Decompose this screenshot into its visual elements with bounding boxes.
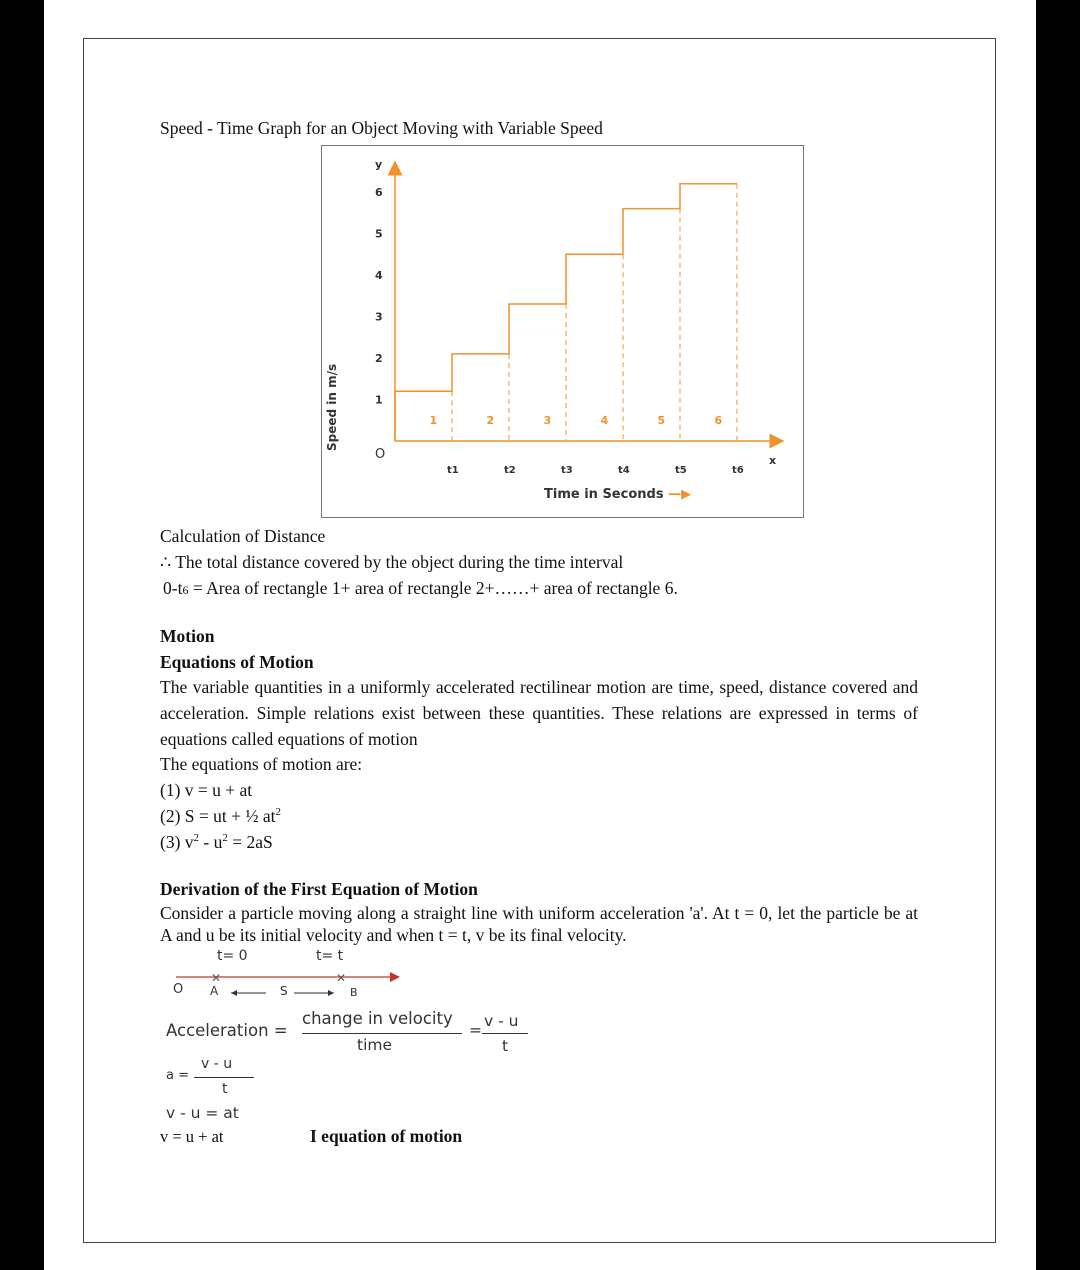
label-t-zero: t= 0 [217,948,248,964]
fraction-3-numerator: v - u [201,1056,233,1072]
step-v-minus-u: v - u = at [166,1104,239,1122]
x-tick-label: t3 [561,465,573,476]
label-t-equals-t: t= t [316,948,344,964]
motion-paragraph: The variable quantities in a uniformly accelerated rectilinear motion are time, speed, distance covered and acceleration. Simple relations exist between these quantities. These relations are expressed in terms of equations called equations of motion [160,677,918,749]
x-tick-label: t1 [447,465,459,476]
x-tick-label: t2 [504,465,516,476]
x-tick-label: t5 [675,465,687,476]
point-B: B [350,986,358,999]
y-axis-label: Speed in m/s [325,363,339,451]
fraction-3-bar [194,1077,254,1078]
fraction-3-denominator: t [222,1081,228,1097]
point-A: A [210,984,219,998]
equals-sign: = [469,1021,482,1039]
rectangle-label: 4 [600,414,609,427]
point-O: O [173,982,184,997]
origin-label: O [375,447,386,462]
first-equation-label: I equation of motion [310,1126,463,1146]
rectangle-label: 6 [714,414,723,427]
derivation-heading: Derivation of the First Equation of Motion [160,879,478,899]
equations-intro: The equations of motion are: [160,754,363,774]
fraction-1-bar [302,1033,462,1034]
calc-line-1: ∴ The total distance covered by the object during the time interval [160,552,624,572]
calc-line-2: 0-t6 = Area of rectangle 1+ area of rectangle 2+……+ area of rectangle 6. [163,578,678,598]
chart-canvas [322,146,805,519]
fraction-2-denominator: t [502,1037,509,1055]
y-tick-label: 2 [375,352,383,365]
rectangle-label: 2 [486,414,495,427]
x-axis-symbol: x [769,454,777,467]
y-tick-label: 6 [375,186,383,199]
x-axis-label: Time in Seconds —▶ [544,487,692,502]
speed-step-line [395,184,737,441]
x-tick-label: t4 [618,465,630,476]
fraction-1-numerator: change in velocity [302,1009,453,1028]
rectangle-label: 1 [429,414,438,427]
equation-2: (2) S = ut + ½ $at^2$ [160,806,281,826]
acceleration-label: Acceleration = [166,1021,288,1040]
distance-S: S [280,984,288,998]
fraction-1-denominator: time [357,1036,393,1054]
document-page [44,0,1036,1270]
svg-text:✕: ✕ [336,971,347,985]
y-tick-label: 3 [375,310,383,324]
motion-line-diagram [168,966,408,1006]
fraction-2-bar [482,1033,528,1034]
a-equals-label: a = [166,1068,189,1083]
graph-title: Speed - Time Graph for an Object Moving with Variable Speed [160,118,603,138]
calc-heading: Calculation of Distance [160,526,326,546]
equation-1: (1) v = u + at [160,780,253,800]
rectangle-label: 3 [543,414,552,427]
rectangle-label: 5 [657,414,666,427]
speed-time-graph [321,145,804,518]
equation-3: (3) $v^2 - u^2 = 2aS$ [160,832,273,852]
step-v-equals: v = u + at [160,1127,224,1146]
y-axis-symbol: y [375,158,383,171]
y-tick-label: 4 [375,269,383,282]
derivation-paragraph: Consider a particle moving along a straight line with uniform acceleration 'a'. At t = 0, let the particle be at A and u be its initial velocity and when t = t, v be its final velocity. [160,903,918,945]
y-tick-label: 5 [375,227,383,241]
motion-heading: Motion [160,626,215,646]
svg-text:✕: ✕ [211,971,222,985]
x-tick-label: t6 [732,465,744,476]
fraction-2-numerator: v - u [484,1012,519,1030]
y-tick-label: 1 [375,393,383,407]
equations-heading: Equations of Motion [160,652,314,672]
